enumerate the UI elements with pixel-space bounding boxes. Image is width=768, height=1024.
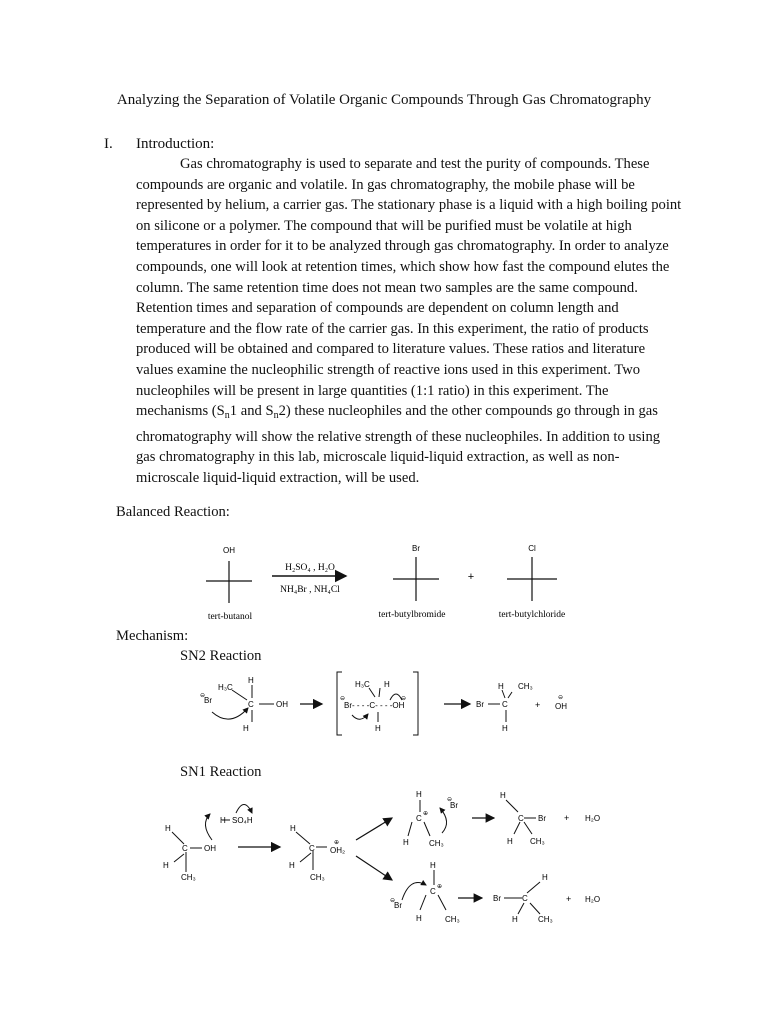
sn2-ts-h3c: H₃C (355, 680, 370, 689)
subscript-n: n (224, 410, 230, 422)
sn2-ts-h-bottom: H (375, 724, 381, 733)
sn1-cb-br-charge: ⊖ (390, 898, 396, 904)
sn1-r-h2: H (163, 861, 169, 870)
sn1-pt-h2: H (507, 837, 513, 846)
sn1-so4h: SO₄H (232, 816, 253, 825)
mechanism-label: Mechanism: (116, 628, 189, 644)
product2-name: tert-butylchloride (498, 610, 566, 620)
sn1-r-oh: OH (204, 844, 216, 853)
sn1-ct-h: H (416, 790, 422, 799)
sn1-pt-plus: + (564, 813, 570, 823)
product1-group: Br (412, 544, 420, 553)
reactant-name: tert-butanol (207, 612, 253, 622)
paragraph-part-a: Gas chromatography is used to separate and test the purity of compounds. These compounds are organic and volatile. In gas chromatography, the mobile phase will be represented by helium, a carrier gas. The stationary phase is a liquid with a high boiling point on silicone or a polymer. The compound that will be purified must be volatile at high temperatures in order for it to be analyzed through gas chromatography. In order to analyze compounds, one will look at retention times, which show how fast the compound elutes the column. The same retention time does not mean two samples are the same compound. Retention times and separation of compounds are dependent on column length and temperature and the flow rate of the carrier gas. In this experiment, the ratio of products produced will be obtained and compared to literature values. These ratios and literature values examine the nucleophilic strength of reactive ions used in this experiment. Two nucleophiles will be present in large quantities (1:1 ratio) in this experiment. The mechanisms (S (136, 156, 682, 420)
sn2-plus: + (535, 700, 541, 710)
sn2-product-br: Br (476, 700, 484, 709)
sn2-product-h: H (498, 682, 504, 691)
sn1-r-c: C (182, 844, 188, 853)
sn1-ct-charge: ⊕ (423, 811, 429, 817)
sn2-oh-charge: ⊖ (558, 695, 564, 701)
sn1-pt-h: H (500, 791, 506, 800)
paragraph-part-b: 1 and S (229, 403, 274, 420)
sn2-ts-h: H (384, 680, 390, 689)
reagents-top: H₂SO₄ , H₂O (285, 563, 335, 573)
paragraph-part-c: 2) these nucleophiles and the other compounds go through in gas chromatography will show the relative strength of these nucleophiles. In addition to using gas chromatography in this lab, microscale liquid-liquid extraction, as well as non-microscale liquid-liquid extraction, will be used. (136, 403, 661, 486)
sn1-i-oh2: OH₂ (330, 846, 346, 855)
sn1-ct-ch3: CH₃ (429, 839, 444, 848)
sn1-label: SN1 Reaction (180, 764, 262, 780)
document-title: Analyzing the Separation of Volatile Organic Compounds Through Gas Chromatography (116, 92, 652, 108)
sn1-pb-h2o: H₂O (585, 895, 601, 904)
sn2-ts-charge-neg: ⊖ (340, 696, 346, 702)
sn2-leaving-oh: OH (555, 702, 567, 711)
sn2-h-bottom: H (243, 724, 249, 733)
sn1-pt-c: C (518, 814, 524, 823)
sn2-h-top: H (248, 676, 254, 685)
sn1-pb-ch3: CH₃ (538, 915, 553, 924)
reactant-group: OH (223, 546, 235, 555)
reagents-bottom: NH₄Br , NH₄Cl (280, 585, 340, 595)
sn1-i-c: C (309, 844, 315, 853)
sn1-ct-br: Br (450, 801, 458, 810)
sn2-charge-neg: ⊖ (200, 693, 206, 699)
sn2-ts-text: Br- - - -C- - - -OH (344, 701, 405, 710)
sn1-pb-br: Br (493, 894, 501, 903)
sn1-ct-c: C (416, 814, 422, 823)
section-heading: Introduction: (136, 136, 215, 152)
product1-name: tert-butylbromide (378, 610, 446, 620)
sn2-h3c: H₃C (218, 683, 233, 692)
sn1-pt-h2o: H₂O (585, 814, 601, 823)
sn1-h: H (220, 816, 226, 825)
sn1-cb-h: H (430, 861, 436, 870)
sn1-ct-h2: H (403, 838, 409, 847)
sn2-ts-charge-neg-2: ⊖ (401, 696, 407, 702)
balanced-reaction-scheme (206, 557, 557, 603)
sn1-i-h1: H (290, 824, 296, 833)
sn1-i-charge: ⊕ (334, 840, 340, 846)
sn1-pb-h: H (542, 873, 548, 882)
sn1-mechanism (172, 800, 540, 914)
sn1-r-ch3: CH₃ (181, 873, 196, 882)
sn2-carbon: C (248, 700, 254, 709)
sn1-cb-h2: H (416, 914, 422, 923)
sn1-cb-c: C (430, 887, 436, 896)
sn1-pt-ch3: CH₃ (530, 837, 545, 846)
section-number: I. (104, 136, 113, 152)
sn2-nucleophile: Br (204, 696, 212, 705)
sn1-cb-charge: ⊕ (437, 884, 443, 890)
product2-group: Cl (528, 544, 536, 553)
sn1-i-ch3: CH₃ (310, 873, 325, 882)
sn1-r-h1: H (165, 824, 171, 833)
sn1-pb-c: C (522, 894, 528, 903)
sn1-cb-br: Br (394, 901, 402, 910)
balanced-reaction-label: Balanced Reaction: (116, 504, 230, 520)
sn2-product-h-bottom: H (502, 724, 508, 733)
sn1-cb-ch3: CH₃ (445, 915, 460, 924)
sn1-pb-plus: + (566, 894, 572, 904)
plus-sign: + (467, 571, 475, 583)
sn2-product-ch3: CH₃ (518, 682, 533, 691)
sn1-ct-br-charge: ⊖ (447, 797, 453, 803)
sn2-oh: OH (276, 700, 288, 709)
sn2-product-carbon: C (502, 700, 508, 709)
sn1-i-h2: H (289, 861, 295, 870)
subscript-n: n (273, 410, 279, 422)
sn2-label: SN2 Reaction (180, 648, 262, 664)
sn1-pb-h2: H (512, 915, 518, 924)
sn1-pt-br: Br (538, 814, 546, 823)
